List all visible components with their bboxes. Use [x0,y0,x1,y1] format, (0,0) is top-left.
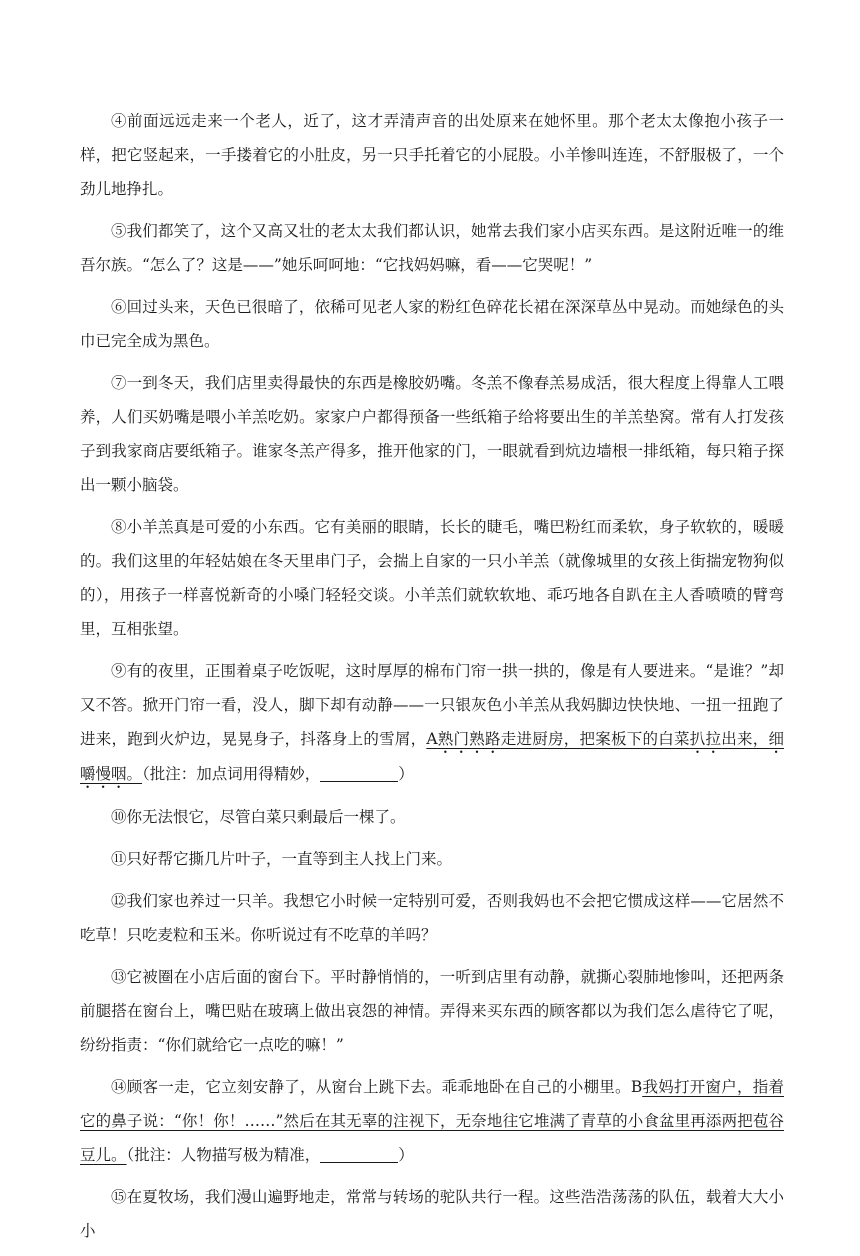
mark-b: B [630,1078,643,1096]
paragraph-14-text: ⑭顾客一走，它立刻安静了，从窗台上跳下去。乖乖地卧在自己的小棚里。 [111,1078,631,1096]
sentence-a-part-2: 走进厨房 [500,730,564,748]
annotation-b: （批注：人物描写极为精准， [126,1146,321,1164]
paragraph-15: ⑮在夏牧场，我们漫山遍野地走，常常与转场的驼队共行一程。这些浩浩荡荡的队伍，载着大大小小 [80,1188,784,1240]
annotation-b-close: ） [398,1146,414,1164]
paragraph-13: ⑬它被圈在小店后面的窗台下。平时静悄悄的，一听到店里有动静，就撕心裂肺地惨叫，还把两条前腿搭在窗台上，嘴巴贴在玻璃上做出哀怨的神情。弄得来买东西的顾客都以为我们怎么虐待它了呢，纷纷指责：“你们就给它一点吃的嘛！” [80,968,784,1054]
paragraph-7: ⑦一到冬天，我们店里卖得最快的东西是橡胶奶嘴。冬羔不像春羔易成活，很大程度上得靠人工喂养，人们买奶嘴是喂小羊羔吃奶。家家户户都得预备一些纸箱子给将要出生的羊羔垫窝。常有人打发孩子到我家商店要纸箱子。谁家冬羔产得多，推开他家的门，一眼就看到炕边墙根一排纸箱，每只箱子探出一颗小脑袋。 [80,374,784,494]
paragraph-10: ⑩你无法恨它，尽管白菜只剩最后一棵了。 [111,808,406,826]
emphasized-word-3: 细嚼慢咽 [80,730,784,783]
underlined-sentence-b: 我妈打开窗户，指着它的鼻子说：“你！你！……”然后在其无辜的注视下，无奈地往它堆满了青草的小食盆里再添两把苞谷豆儿。 [80,1078,784,1164]
sentence-a-part-5: 出来， [721,730,769,748]
paragraph-9-text: ⑨有的夜里，正围着桌子吃饭呢，这时厚厚的棉布门帘一拱一拱的，像是有人要进来。“是谁？”却又不答。掀开门帘一看，没人，脚下却有动静——一只银灰色小羊羔从我妈脚边快快地、一扭一扭跑了进来，跑到火炉边，晃晃身子，抖落身上的雪屑， [80,662,784,748]
paragraph-4: ④前面远远走来一个老人，近了，这才弄清声音的出处原来在她怀里。那个老太太像抱小孩子一样，把它竖起来，一手搂着它的小肚皮，另一只手托着它的小屁股。小羊惨叫连连，不舒服极了，一个劲儿地挣扎。 [80,112,784,198]
annotation-a: （批注：加点词用得精妙， [142,765,321,783]
answer-blank-b[interactable] [320,1147,398,1164]
sentence-a-part-7: 。 [126,765,143,783]
paragraph-9 [80,654,784,792]
paragraph-11: ⑪只好帮它撕几片叶子，一直等到主人找上门来。 [111,850,453,868]
annotation-a-close: ） [398,765,414,783]
paragraph-6: ⑥回过头来，天色已很暗了，依稀可见老人家的粉红色碎花长裙在深深草丛中晃动。而她绿色的头巾已完全成为黑色。 [80,298,784,350]
sentence-a-part-3: ，把案板下的白菜 [563,730,690,748]
paragraph-12: ⑫我们家也养过一只羊。我想它小时候一定特别可爱，否则我妈也不会把它惯成这样——它居然不吃草！只吃麦粒和玉米。你听说过有不吃草的羊吗？ [80,892,784,944]
answer-blank-a[interactable] [320,766,398,783]
emphasized-word-1: 熟门熟路 [437,730,501,748]
document-page [80,104,784,1256]
paragraph-5: ⑤我们都笑了，这个又高又壮的老太太我们都认识，她常去我们家小店买东西。是这附近唯一的维吾尔族。“怎么了？这是——”她乐呵呵地：“它找妈妈嘛，看——它哭呢！” [80,222,784,274]
mark-a: A [426,730,438,748]
paragraph-8: ⑧小羊羔真是可爱的小东西。它有美丽的眼睛，长长的睫毛，嘴巴粉红而柔软，身子软软的，暖暖的。我们这里的年轻姑娘在冬天里串门子，会揣上自家的一只小羊羔（就像城里的女孩上街揣宠物狗似的），用孩子一样喜悦新奇的小嗓门轻轻交谈。小羊羔们就软软地、乖巧地各自趴在主人香喷喷的臂弯里，互相张望。 [80,518,784,638]
emphasized-word-2: 扒拉 [689,730,722,748]
paragraph-14 [80,1070,784,1172]
